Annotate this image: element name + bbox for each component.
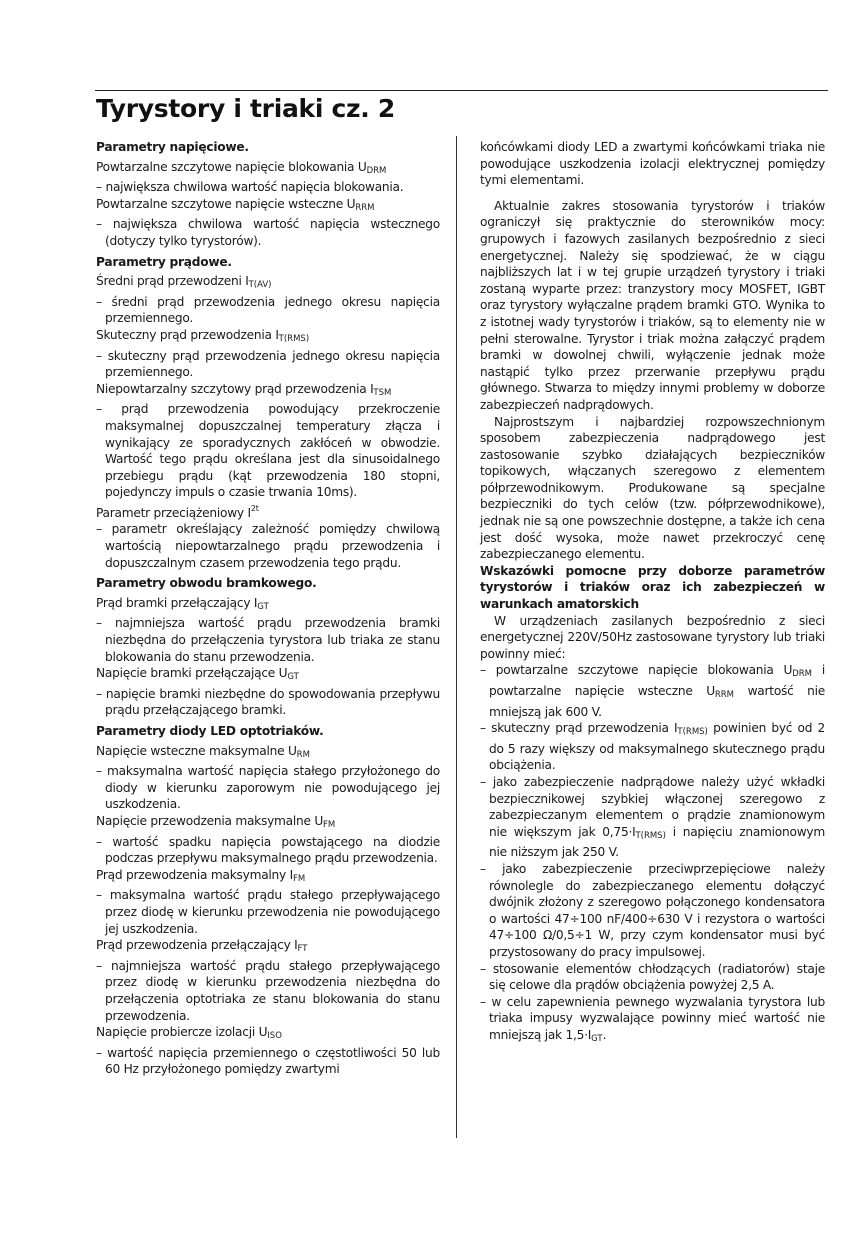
parameter-term: Prąd przewodzenia maksymalny $I_{FM}$ bbox=[96, 867, 306, 884]
parameter-definition: – największa chwilowa wartość napięcia blokowania. bbox=[96, 180, 404, 195]
parameter-definition: – największa chwilowa wartość napięcia wstecznego (dotyczy tylko tyrystorów). bbox=[96, 217, 440, 248]
section-heading: Parametry prądowe. bbox=[96, 254, 232, 269]
parameter-term: Napięcie wsteczne maksymalne $U_{RM}$ bbox=[96, 743, 310, 760]
left-column bbox=[96, 139, 440, 1078]
body-paragraph: Aktualnie zakres stosowania tyrystorów i triaków ograniczył się praktycznie do sterowników mocy: grupowych i fazowych zasilanych bezpośrednio z sieci energetycznej. Należy się spodziewać, że w ciągu najbliższych lat i w tej grupie urządzeń tyrystory i triaki zostaną wyparte przez: tranzystory mocy MOSFET, IGBT oraz tyrystory wyłączalne prądem bramki GTO. Wynika to z istotnej wady tyrystorów i triaków, są to elementy nie w pełni sterowalne. Tyrystor i triak można załączyć prądem bramki w dowolnej chwili, wyłączenie jednak może nastąpić tylko przez przerwanie przepływu prądu głównego. Stwarza to między innymi problemy w doborze zabezpieczeń nadprądowych. bbox=[480, 198, 825, 412]
section-heading: Parametry diody LED optotriaków. bbox=[96, 724, 324, 738]
right-column bbox=[480, 139, 825, 1047]
bullet-item: – stosowanie elementów chłodzących (radiatorów) staje się celowe dla prądów obciążenia powyżej 2,5 A. bbox=[480, 961, 825, 993]
parameter-definition: – maksymalna wartość prądu stałego przepływającego przez diodę w kierunku przewodzenia nie powodującego jej uszkodzenia. bbox=[96, 888, 440, 936]
body-paragraph: Najprostszym i najbardziej rozpowszechnionym sposobem zabezpieczenia nadprądowego jest zastosowanie szybko działających bezpieczników topikowych, włączanych szeregowo z elementem półprzewodnikowym. Produkowane są specjalne bezpieczniki do tych celów (tzw. półprzewodnikowe), jednak nie są one powszechnie dostępne, a także ich cena jest dość wysoka, może nawet przekroczyć cenę zabezpieczanego elementu. bbox=[480, 414, 825, 562]
bullet-item: – powtarzalne szczytowe napięcie blokowania $U_{DRM}$ i powtarzalne napięcie wsteczne $U_{RRM}$ wartość nie mniejszą jak 600 V. bbox=[480, 663, 826, 719]
parameter-definition: – parametr określający zależność pomiędzy chwilową wartością niepowtarzalnego prądu przewodzenia i dopuszczalnym czasem przewodzenia tego prądu. bbox=[96, 522, 440, 570]
parameter-definition: – najmniejsza wartość prądu stałego przepływającego przez diodę w kierunku przewodzenia niezbędna do przełączenia optotriaka ze stanu blokowania do stanu przewodzenia. bbox=[96, 958, 440, 1023]
parameter-term: Skuteczny prąd przewodzenia $I_{T(RMS)}$ bbox=[96, 327, 310, 344]
parameter-term: Napięcie bramki przełączające $U_{GT}$ bbox=[96, 666, 299, 683]
top-rule bbox=[95, 90, 828, 91]
parameter-term: Prąd bramki przełączający $I_{GT}$ bbox=[96, 595, 269, 612]
parameter-definition: – średni prąd przewodzenia jednego okresu napięcia przemiennego. bbox=[96, 294, 440, 326]
parameter-term: Prąd przewodzenia przełączający $I_{FT}$ bbox=[96, 938, 308, 955]
bullet-item: – jako zabezpieczenie nadprądowe należy użyć wkładki bezpiecznikowej szybkiej włączonej szeregowo z zabezpieczanym elementem o prądzie znamionowym nie większym jak $0,75\cdot I_{T(RMS)}$ i napięciu znamionowym nie niższym jak 250 V. bbox=[480, 774, 825, 860]
parameter-term: Napięcie probiercze izolacji $U_{ISO}$ bbox=[96, 1025, 282, 1042]
bullet-item: – jako zabezpieczenie przeciwprzepięciowe należy równolegle do zabezpieczanego elementu dołączyć dwójnik złożony z szeregowo połączonego kondensatora o wartości 47÷100 nF/400÷630 V i rezystora o wartości 47÷100 Ω/0,5÷1 W, przy czym kondensator musi być przystosowany do pracy impulsowej. bbox=[480, 861, 825, 959]
page-title: Tyrystory i triaki cz. 2 bbox=[96, 94, 396, 123]
column-divider bbox=[456, 136, 457, 1138]
parameter-definition: – maksymalna wartość napięcia stałego przyłożonego do diody w kierunku zaporowym nie powodującego jej uszkodzenia. bbox=[96, 764, 440, 812]
parameter-definition: – najmniejsza wartość prądu przewodzenia bramki niezbędna do przełączenia tyrystora lub triaka ze stanu blokowania do stanu przewodzenia. bbox=[96, 616, 440, 664]
parameter-definition: – wartość napięcia przemiennego o częstotliwości 50 lub 60 Hz przyłożonego pomiędzy zwartymi bbox=[96, 1045, 440, 1077]
section-heading: Parametry napięciowe. bbox=[96, 140, 249, 154]
body-paragraph: W urządzeniach zasilanych bezpośrednio z sieci energetycznej 220V/50Hz zastosowane tyrystory lub triaki powinny mieć: bbox=[480, 613, 825, 661]
continuation-text: końcówkami diody LED a zwartymi końcówkami triaka nie powodujące uszkodzenia izolacji elektrycznej pomiędzy tymi elementami. bbox=[480, 140, 825, 188]
parameter-definition: – prąd przewodzenia powodujący przekroczenie maksymalnej dopuszczalnej temperatury złącza i wynikający ze sporadycznych zakłóceń w obwodzie. Wartość tego prądu określana jest dla sinusoidalnego przebiegu prądu (kąt przewodzenia 180 stopni, pojedynczy impuls o czasie trwania 10ms). bbox=[96, 402, 440, 500]
parameter-definition: – wartość spadku napięcia powstającego na diodzie podczas przepływu maksymalnego prądu przewodzenia. bbox=[96, 834, 440, 866]
parameter-term: Niepowtarzalny szczytowy prąd przewodzenia $I_{TSM}$ bbox=[96, 381, 392, 398]
section-heading: Parametry obwodu bramkowego. bbox=[96, 576, 317, 591]
parameter-definition: – napięcie bramki niezbędne do spowodowania przepływu prądu przełączającego bramki. bbox=[96, 686, 440, 718]
bullet-item: – w celu zapewnienia pewnego wyzwalania tyrystora lub triaka impusy wyzwalające powinny mieć wartość nie mniejszą jak $1,5\cdot I_{GT}$. bbox=[480, 994, 825, 1044]
parameter-term: Powtarzalne szczytowe napięcie wsteczne $U_{RRM}$ bbox=[96, 196, 375, 213]
parameter-definition: – skuteczny prąd przewodzenia jednego okresu napięcia przemiennego. bbox=[96, 348, 440, 380]
bullet-item: – skuteczny prąd przewodzenia $I_{T(RMS)}$ powinien być od 2 do 5 razy większy od maksymalnego skutecznego prądu obciążenia. bbox=[480, 721, 825, 773]
parameter-term: Napięcie przewodzenia maksymalne $U_{FM}$ bbox=[96, 813, 336, 830]
tips-heading: Wskazówki pomocne przy doborze parametrów tyrystorów i triaków oraz ich zabezpieczeń w warunkach amatorskich bbox=[480, 563, 825, 612]
parameter-term: Parametr przeciążeniowy $I^{2t}$ bbox=[96, 503, 259, 520]
parameter-term: Średni prąd przewodzeni $I_{T(AV)}$ bbox=[96, 274, 272, 291]
parameter-term: Powtarzalne szczytowe napięcie blokowania $U_{DRM}$ bbox=[96, 159, 387, 176]
